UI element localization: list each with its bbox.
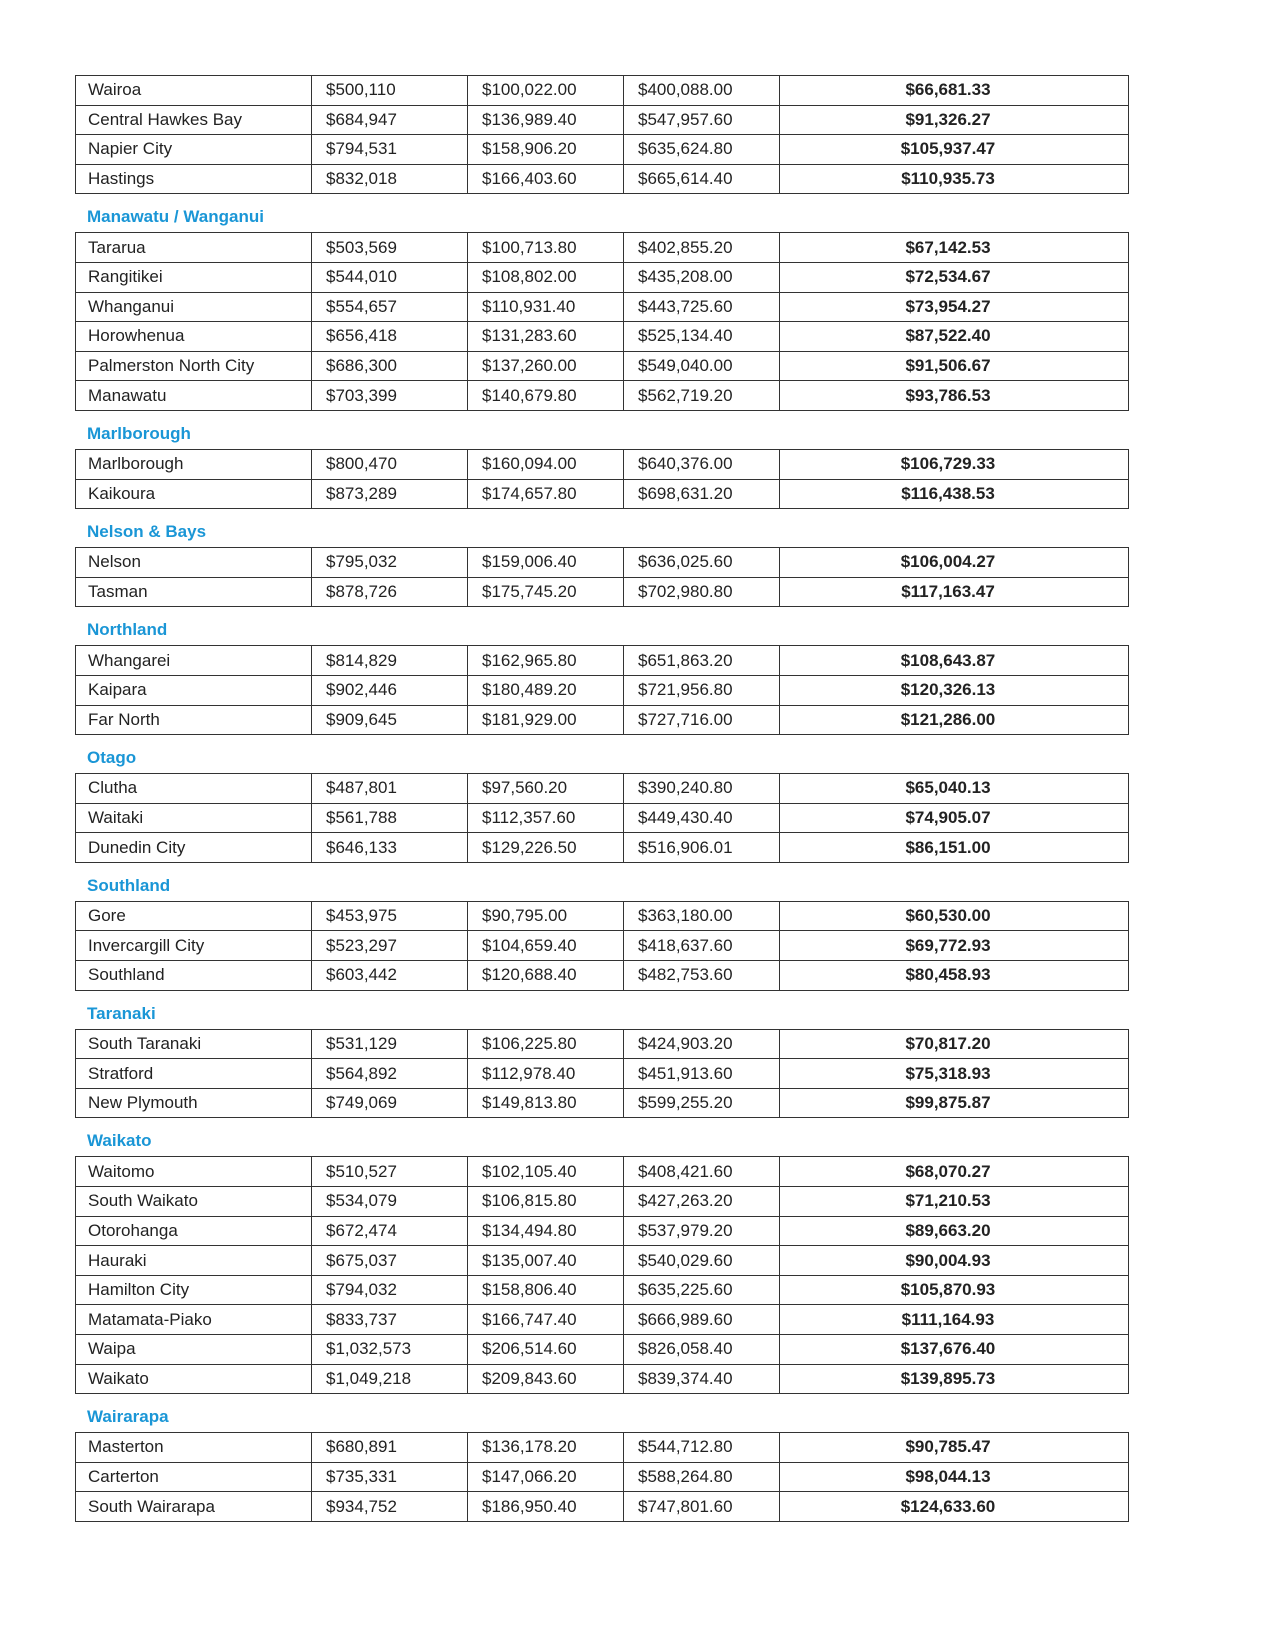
value-cell: $909,645 xyxy=(312,705,468,735)
value-cell: $534,079 xyxy=(312,1187,468,1217)
district-name-cell: Whanganui xyxy=(76,292,312,322)
total-cell: $89,663.20 xyxy=(780,1216,1129,1246)
total-cell: $70,817.20 xyxy=(780,1029,1129,1059)
value-cell: $523,297 xyxy=(312,931,468,961)
table-row xyxy=(76,322,1129,352)
value-cell: $106,815.80 xyxy=(468,1187,624,1217)
district-name-cell: South Taranaki xyxy=(76,1029,312,1059)
table-row xyxy=(76,1029,1129,1059)
table-row xyxy=(76,449,1129,479)
district-name-cell: Manawatu xyxy=(76,381,312,411)
value-cell: $160,094.00 xyxy=(468,449,624,479)
value-cell: $516,906.01 xyxy=(624,833,780,863)
value-cell: $833,737 xyxy=(312,1305,468,1335)
district-name-cell: Carterton xyxy=(76,1462,312,1492)
table-row xyxy=(76,1187,1129,1217)
region-heading: Northland xyxy=(87,620,168,640)
district-name-cell: Tasman xyxy=(76,577,312,607)
district-name-cell: Whangarei xyxy=(76,646,312,676)
total-cell: $111,164.93 xyxy=(780,1305,1129,1335)
value-cell: $878,726 xyxy=(312,577,468,607)
table-row xyxy=(76,646,1129,676)
district-name-cell: South Waikato xyxy=(76,1187,312,1217)
district-name-cell: Kaipara xyxy=(76,675,312,705)
region-table xyxy=(75,449,1129,509)
table-row xyxy=(76,931,1129,961)
value-cell: $453,975 xyxy=(312,901,468,931)
value-cell: $656,418 xyxy=(312,322,468,352)
table-row xyxy=(76,1088,1129,1118)
region-heading: Taranaki xyxy=(87,1003,156,1023)
total-cell: $69,772.93 xyxy=(780,931,1129,961)
value-cell: $108,802.00 xyxy=(468,262,624,292)
table-row xyxy=(76,233,1129,263)
value-cell: $832,018 xyxy=(312,164,468,194)
value-cell: $562,719.20 xyxy=(624,381,780,411)
value-cell: $749,069 xyxy=(312,1088,468,1118)
value-cell: $500,110 xyxy=(312,76,468,106)
value-cell: $451,913.60 xyxy=(624,1059,780,1089)
total-cell: $108,643.87 xyxy=(780,646,1129,676)
district-name-cell: Kaikoura xyxy=(76,479,312,509)
region-heading: Southland xyxy=(87,875,171,895)
region-heading: Marlborough xyxy=(87,423,191,443)
total-cell: $87,522.40 xyxy=(780,322,1129,352)
total-cell: $99,875.87 xyxy=(780,1088,1129,1118)
table-row xyxy=(76,292,1129,322)
value-cell: $158,806.40 xyxy=(468,1275,624,1305)
value-cell: $873,289 xyxy=(312,479,468,509)
value-cell: $90,795.00 xyxy=(468,901,624,931)
value-cell: $449,430.40 xyxy=(624,803,780,833)
district-name-cell: Southland xyxy=(76,961,312,991)
value-cell: $408,421.60 xyxy=(624,1157,780,1187)
table-row xyxy=(76,1462,1129,1492)
value-cell: $666,989.60 xyxy=(624,1305,780,1335)
total-cell: $139,895.73 xyxy=(780,1364,1129,1394)
region-table xyxy=(75,901,1129,991)
total-cell: $120,326.13 xyxy=(780,675,1129,705)
value-cell: $531,129 xyxy=(312,1029,468,1059)
total-cell: $72,534.67 xyxy=(780,262,1129,292)
district-name-cell: Hastings xyxy=(76,164,312,194)
value-cell: $162,965.80 xyxy=(468,646,624,676)
value-cell: $721,956.80 xyxy=(624,675,780,705)
table-row xyxy=(76,901,1129,931)
value-cell: $158,906.20 xyxy=(468,135,624,165)
document-body xyxy=(75,75,1129,1522)
value-cell: $651,863.20 xyxy=(624,646,780,676)
total-cell: $80,458.93 xyxy=(780,961,1129,991)
total-cell: $86,151.00 xyxy=(780,833,1129,863)
value-cell: $209,843.60 xyxy=(468,1364,624,1394)
value-cell: $684,947 xyxy=(312,105,468,135)
value-cell: $100,022.00 xyxy=(468,76,624,106)
district-name-cell: Matamata-Piako xyxy=(76,1305,312,1335)
value-cell: $727,716.00 xyxy=(624,705,780,735)
value-cell: $104,659.40 xyxy=(468,931,624,961)
table-row xyxy=(76,803,1129,833)
table-row xyxy=(76,675,1129,705)
value-cell: $136,989.40 xyxy=(468,105,624,135)
value-cell: $814,829 xyxy=(312,646,468,676)
value-cell: $174,657.80 xyxy=(468,479,624,509)
region-table xyxy=(75,1156,1129,1394)
value-cell: $636,025.60 xyxy=(624,548,780,578)
value-cell: $544,010 xyxy=(312,262,468,292)
value-cell: $554,657 xyxy=(312,292,468,322)
table-row xyxy=(76,1275,1129,1305)
value-cell: $934,752 xyxy=(312,1492,468,1522)
value-cell: $166,747.40 xyxy=(468,1305,624,1335)
region-heading: Waikato xyxy=(87,1131,152,1151)
total-cell: $91,326.27 xyxy=(780,105,1129,135)
table-row xyxy=(76,833,1129,863)
total-cell: $106,729.33 xyxy=(780,449,1129,479)
value-cell: $680,891 xyxy=(312,1433,468,1463)
district-name-cell: Horowhenua xyxy=(76,322,312,352)
value-cell: $206,514.60 xyxy=(468,1335,624,1365)
value-cell: $747,801.60 xyxy=(624,1492,780,1522)
total-cell: $65,040.13 xyxy=(780,774,1129,804)
value-cell: $112,978.40 xyxy=(468,1059,624,1089)
value-cell: $112,357.60 xyxy=(468,803,624,833)
value-cell: $402,855.20 xyxy=(624,233,780,263)
total-cell: $66,681.33 xyxy=(780,76,1129,106)
value-cell: $564,892 xyxy=(312,1059,468,1089)
value-cell: $686,300 xyxy=(312,351,468,381)
total-cell: $90,785.47 xyxy=(780,1433,1129,1463)
total-cell: $116,438.53 xyxy=(780,479,1129,509)
region-section xyxy=(75,1118,1129,1394)
value-cell: $794,531 xyxy=(312,135,468,165)
region-table xyxy=(75,75,1129,194)
value-cell: $603,442 xyxy=(312,961,468,991)
value-cell: $665,614.40 xyxy=(624,164,780,194)
value-cell: $102,105.40 xyxy=(468,1157,624,1187)
region-section xyxy=(75,607,1129,735)
value-cell: $186,950.40 xyxy=(468,1492,624,1522)
value-cell: $147,066.20 xyxy=(468,1462,624,1492)
value-cell: $129,226.50 xyxy=(468,833,624,863)
value-cell: $510,527 xyxy=(312,1157,468,1187)
district-name-cell: Invercargill City xyxy=(76,931,312,961)
region-section xyxy=(75,991,1129,1119)
total-cell: $110,935.73 xyxy=(780,164,1129,194)
region-section xyxy=(75,411,1129,509)
district-name-cell: Masterton xyxy=(76,1433,312,1463)
table-row xyxy=(76,1059,1129,1089)
value-cell: $702,980.80 xyxy=(624,577,780,607)
district-name-cell: Napier City xyxy=(76,135,312,165)
value-cell: $549,040.00 xyxy=(624,351,780,381)
value-cell: $1,032,573 xyxy=(312,1335,468,1365)
table-row xyxy=(76,1216,1129,1246)
value-cell: $826,058.40 xyxy=(624,1335,780,1365)
table-row xyxy=(76,1305,1129,1335)
region-section xyxy=(75,735,1129,863)
district-name-cell: Waipa xyxy=(76,1335,312,1365)
value-cell: $175,745.20 xyxy=(468,577,624,607)
value-cell: $390,240.80 xyxy=(624,774,780,804)
district-name-cell: Far North xyxy=(76,705,312,735)
total-cell: $67,142.53 xyxy=(780,233,1129,263)
table-row xyxy=(76,1364,1129,1394)
table-row xyxy=(76,479,1129,509)
value-cell: $646,133 xyxy=(312,833,468,863)
district-name-cell: Nelson xyxy=(76,548,312,578)
value-cell: $487,801 xyxy=(312,774,468,804)
district-name-cell: Otorohanga xyxy=(76,1216,312,1246)
table-row xyxy=(76,381,1129,411)
region-heading: Nelson & Bays xyxy=(87,522,207,542)
value-cell: $839,374.40 xyxy=(624,1364,780,1394)
region-table xyxy=(75,547,1129,607)
total-cell: $75,318.93 xyxy=(780,1059,1129,1089)
total-cell: $93,786.53 xyxy=(780,381,1129,411)
table-row xyxy=(76,1246,1129,1276)
value-cell: $424,903.20 xyxy=(624,1029,780,1059)
value-cell: $181,929.00 xyxy=(468,705,624,735)
total-cell: $68,070.27 xyxy=(780,1157,1129,1187)
total-cell: $98,044.13 xyxy=(780,1462,1129,1492)
district-name-cell: Rangitikei xyxy=(76,262,312,292)
table-row xyxy=(76,135,1129,165)
total-cell: $74,905.07 xyxy=(780,803,1129,833)
region-heading: Manawatu / Wanganui xyxy=(87,207,264,227)
value-cell: $482,753.60 xyxy=(624,961,780,991)
table-row xyxy=(76,577,1129,607)
value-cell: $418,637.60 xyxy=(624,931,780,961)
value-cell: $427,263.20 xyxy=(624,1187,780,1217)
total-cell: $60,530.00 xyxy=(780,901,1129,931)
table-row xyxy=(76,705,1129,735)
table-row xyxy=(76,548,1129,578)
district-name-cell: Marlborough xyxy=(76,449,312,479)
table-row xyxy=(76,774,1129,804)
value-cell: $544,712.80 xyxy=(624,1433,780,1463)
region-section xyxy=(75,75,1129,194)
district-name-cell: Wairoa xyxy=(76,76,312,106)
district-name-cell: Waikato xyxy=(76,1364,312,1394)
value-cell: $795,032 xyxy=(312,548,468,578)
district-name-cell: Stratford xyxy=(76,1059,312,1089)
total-cell: $137,676.40 xyxy=(780,1335,1129,1365)
value-cell: $537,979.20 xyxy=(624,1216,780,1246)
table-row xyxy=(76,961,1129,991)
table-row xyxy=(76,164,1129,194)
value-cell: $106,225.80 xyxy=(468,1029,624,1059)
value-cell: $120,688.40 xyxy=(468,961,624,991)
value-cell: $503,569 xyxy=(312,233,468,263)
district-name-cell: Dunedin City xyxy=(76,833,312,863)
table-row xyxy=(76,351,1129,381)
value-cell: $540,029.60 xyxy=(624,1246,780,1276)
district-name-cell: South Wairarapa xyxy=(76,1492,312,1522)
value-cell: $110,931.40 xyxy=(468,292,624,322)
value-cell: $400,088.00 xyxy=(624,76,780,106)
value-cell: $136,178.20 xyxy=(468,1433,624,1463)
value-cell: $794,032 xyxy=(312,1275,468,1305)
region-table xyxy=(75,773,1129,863)
region-table xyxy=(75,645,1129,735)
value-cell: $635,624.80 xyxy=(624,135,780,165)
region-heading: Otago xyxy=(87,748,137,768)
region-section xyxy=(75,863,1129,991)
value-cell: $363,180.00 xyxy=(624,901,780,931)
value-cell: $149,813.80 xyxy=(468,1088,624,1118)
value-cell: $180,489.20 xyxy=(468,675,624,705)
total-cell: $73,954.27 xyxy=(780,292,1129,322)
value-cell: $1,049,218 xyxy=(312,1364,468,1394)
district-name-cell: Gore xyxy=(76,901,312,931)
district-name-cell: Palmerston North City xyxy=(76,351,312,381)
value-cell: $137,260.00 xyxy=(468,351,624,381)
value-cell: $100,713.80 xyxy=(468,233,624,263)
region-section xyxy=(75,509,1129,607)
value-cell: $599,255.20 xyxy=(624,1088,780,1118)
total-cell: $105,937.47 xyxy=(780,135,1129,165)
total-cell: $124,633.60 xyxy=(780,1492,1129,1522)
value-cell: $675,037 xyxy=(312,1246,468,1276)
value-cell: $672,474 xyxy=(312,1216,468,1246)
value-cell: $525,134.40 xyxy=(624,322,780,352)
table-row xyxy=(76,1157,1129,1187)
value-cell: $547,957.60 xyxy=(624,105,780,135)
value-cell: $131,283.60 xyxy=(468,322,624,352)
value-cell: $635,225.60 xyxy=(624,1275,780,1305)
region-table xyxy=(75,1029,1129,1119)
district-name-cell: Clutha xyxy=(76,774,312,804)
value-cell: $97,560.20 xyxy=(468,774,624,804)
total-cell: $91,506.67 xyxy=(780,351,1129,381)
region-heading: Wairarapa xyxy=(87,1407,169,1427)
table-row xyxy=(76,1335,1129,1365)
table-row xyxy=(76,262,1129,292)
value-cell: $435,208.00 xyxy=(624,262,780,292)
value-cell: $166,403.60 xyxy=(468,164,624,194)
total-cell: $71,210.53 xyxy=(780,1187,1129,1217)
value-cell: $800,470 xyxy=(312,449,468,479)
value-cell: $902,446 xyxy=(312,675,468,705)
table-row xyxy=(76,1433,1129,1463)
value-cell: $159,006.40 xyxy=(468,548,624,578)
total-cell: $105,870.93 xyxy=(780,1275,1129,1305)
district-name-cell: Hauraki xyxy=(76,1246,312,1276)
value-cell: $135,007.40 xyxy=(468,1246,624,1276)
table-row xyxy=(76,76,1129,106)
value-cell: $588,264.80 xyxy=(624,1462,780,1492)
district-name-cell: New Plymouth xyxy=(76,1088,312,1118)
value-cell: $703,399 xyxy=(312,381,468,411)
district-name-cell: Tararua xyxy=(76,233,312,263)
region-section xyxy=(75,1394,1129,1522)
value-cell: $735,331 xyxy=(312,1462,468,1492)
table-row xyxy=(76,105,1129,135)
value-cell: $134,494.80 xyxy=(468,1216,624,1246)
district-name-cell: Waitaki xyxy=(76,803,312,833)
total-cell: $106,004.27 xyxy=(780,548,1129,578)
value-cell: $140,679.80 xyxy=(468,381,624,411)
total-cell: $117,163.47 xyxy=(780,577,1129,607)
value-cell: $640,376.00 xyxy=(624,449,780,479)
region-table xyxy=(75,1432,1129,1522)
total-cell: $90,004.93 xyxy=(780,1246,1129,1276)
value-cell: $443,725.60 xyxy=(624,292,780,322)
total-cell: $121,286.00 xyxy=(780,705,1129,735)
region-section xyxy=(75,194,1129,411)
region-table xyxy=(75,232,1129,411)
value-cell: $698,631.20 xyxy=(624,479,780,509)
district-name-cell: Waitomo xyxy=(76,1157,312,1187)
district-name-cell: Hamilton City xyxy=(76,1275,312,1305)
district-name-cell: Central Hawkes Bay xyxy=(76,105,312,135)
table-row xyxy=(76,1492,1129,1522)
value-cell: $561,788 xyxy=(312,803,468,833)
